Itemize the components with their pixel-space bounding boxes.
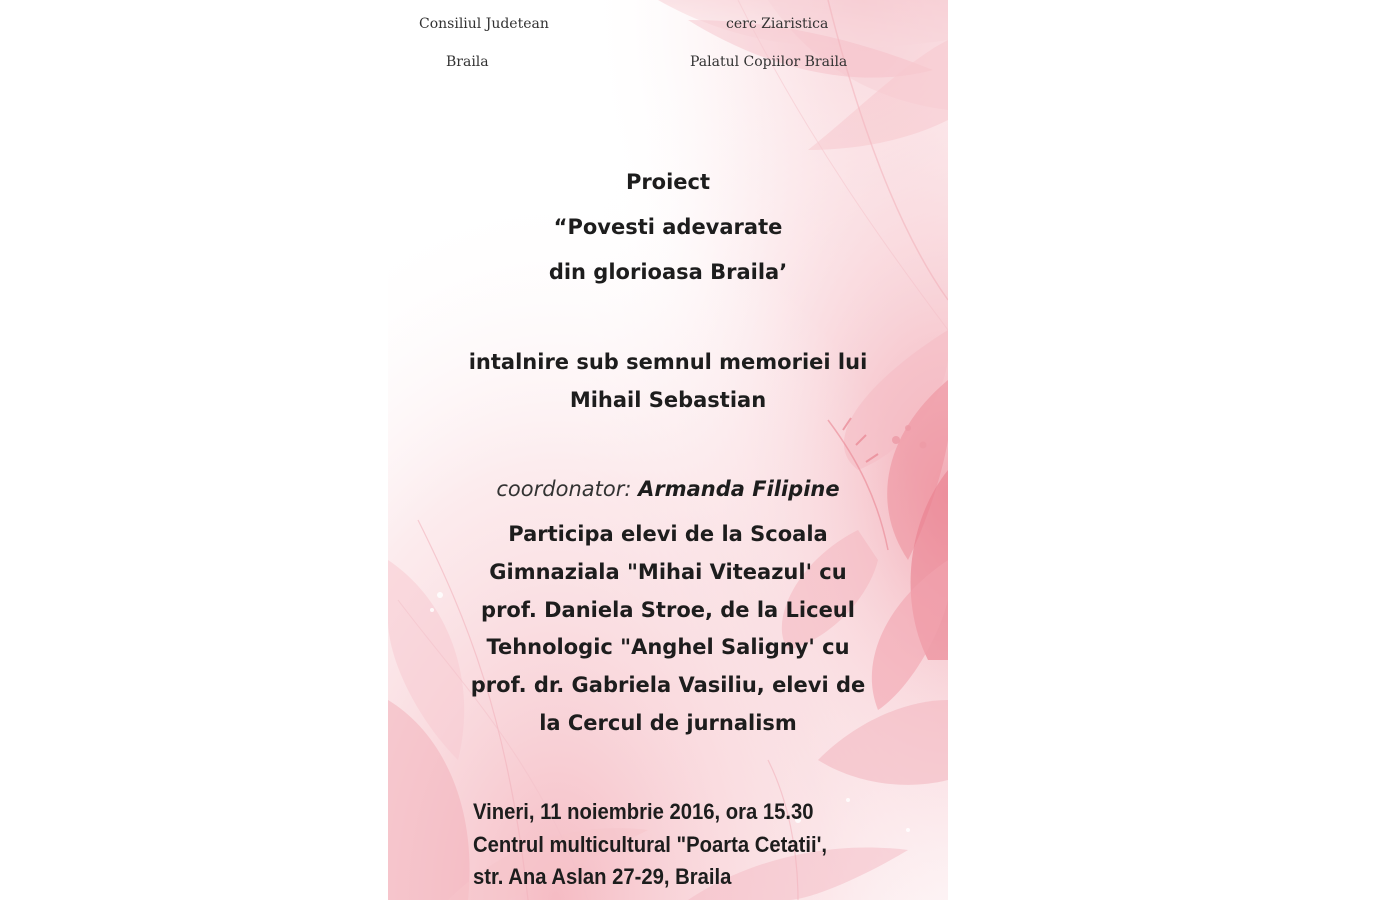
participants-line: Tehnologic "Anghel Saligny' cu bbox=[486, 635, 850, 660]
project-title-line1: “Povesti adevarate bbox=[553, 215, 783, 239]
participants-line: prof. dr. Gabriela Vasiliu, elevi de bbox=[470, 673, 866, 698]
participants-line: prof. Daniela Stroe, de la Liceul bbox=[481, 597, 855, 622]
organizer-right-line2: Palatul Copiilor Braila bbox=[690, 54, 848, 70]
event-date: Vineri, 11 noiembrie 2016, ora 15.30 bbox=[473, 799, 814, 824]
event-address: str. Ana Aslan 27-29, Braila bbox=[473, 864, 732, 889]
event-poster bbox=[388, 0, 948, 900]
participants-line: Participa elevi de la Scoala bbox=[508, 522, 828, 546]
coordinator-name: Armanda Filipine bbox=[638, 477, 840, 501]
floral-background bbox=[388, 0, 948, 900]
project-title-line2: din glorioasa Braila’ bbox=[548, 260, 788, 284]
coordinator-label: coordonator: bbox=[496, 477, 632, 501]
participants-line: Gimnaziala "Mihai Viteazul' cu bbox=[489, 559, 847, 584]
meeting-block bbox=[388, 343, 948, 419]
meeting-line1: intalnire sub semnul memoriei lui bbox=[468, 350, 868, 374]
participants-line: la Cercul de jurnalism bbox=[539, 710, 797, 735]
event-details bbox=[473, 796, 827, 894]
organizer-right-line1: cerc Ziaristica bbox=[726, 16, 829, 32]
project-label: Proiect bbox=[625, 170, 711, 194]
organizer-left-line2: Braila bbox=[446, 54, 489, 70]
project-title-block bbox=[388, 160, 948, 295]
event-venue: Centrul multicultural "Poarta Cetatii', bbox=[473, 831, 828, 857]
meeting-line2: Mihail Sebastian bbox=[569, 388, 767, 412]
participants-block bbox=[388, 516, 948, 743]
coordinator-line bbox=[388, 477, 948, 501]
organizer-left-line1: Consiliul Judetean bbox=[419, 16, 549, 32]
